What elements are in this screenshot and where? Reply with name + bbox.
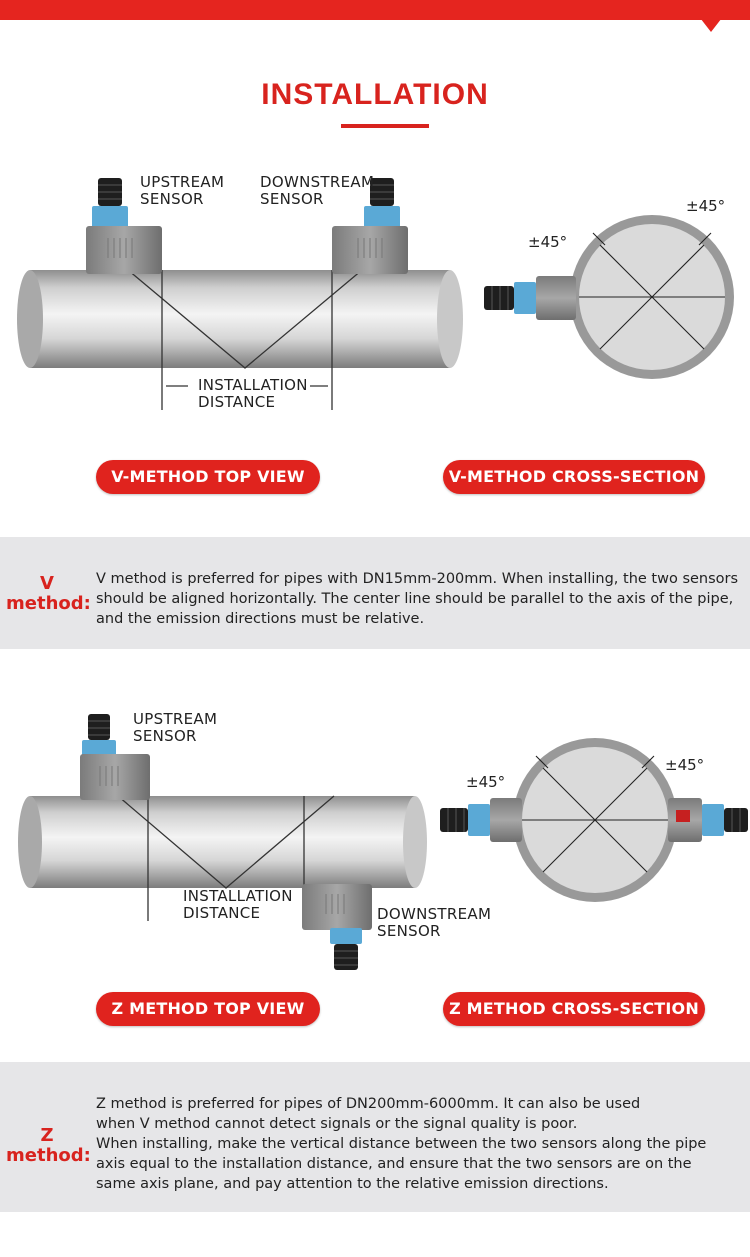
top-bar [0, 0, 750, 20]
z-desc-line: axis equal to the installation distance, and ensure that the two sensors are on the [96, 1156, 692, 1172]
v-distance-label: INSTALLATION DISTANCE [198, 376, 308, 411]
v-downstream-label: DOWNSTREAM SENSOR [260, 173, 375, 208]
z-angle-right: ±45° [665, 756, 705, 774]
z-angle-left: ±45° [466, 773, 506, 791]
v-method-band-label: V method: [6, 573, 91, 614]
top-bar-notch [697, 14, 725, 32]
v-pipe [17, 270, 463, 368]
z-method-cross-section-diagram [440, 728, 750, 908]
v-desc-line: should be aligned horizontally. The center line should be parallel to the axis of the pipe, [96, 591, 734, 607]
v-desc-line: and the emission directions must be relative. [96, 611, 425, 627]
v-angle-right: ±45° [686, 197, 726, 215]
z-upstream-label: UPSTREAM SENSOR [133, 710, 218, 745]
v-method-description [96, 569, 738, 629]
z-downstream-sensor [302, 884, 372, 970]
z-pipe [18, 796, 427, 888]
z-desc-line: same axis plane, and pay attention to the relative emission directions. [96, 1176, 609, 1192]
z-method-cross-section-button[interactable]: Z METHOD CROSS-SECTION [443, 992, 705, 1026]
z-cross-left-sensor [440, 798, 522, 842]
v-method-top-view-button[interactable]: V-METHOD TOP VIEW [96, 460, 320, 494]
v-method-cross-section-diagram [480, 190, 750, 390]
z-method-band-label: Z method: [6, 1125, 91, 1166]
z-distance-label: INSTALLATION DISTANCE [183, 887, 293, 922]
v-method-cross-section-button[interactable]: V-METHOD CROSS-SECTION [443, 460, 705, 494]
z-method-top-view-diagram [0, 706, 440, 976]
v-desc-line: V method is preferred for pipes with DN15mm-200mm. When installing, the two sensors [96, 571, 739, 587]
title-underline [341, 124, 429, 128]
z-desc-line: Z method is preferred for pipes of DN200mm-6000mm. It can also be used [96, 1096, 641, 1112]
z-desc-line: When installing, make the vertical distance between the two sensors along the pipe [96, 1136, 707, 1152]
z-method-description [96, 1094, 706, 1194]
z-cross-right-sensor [668, 798, 748, 842]
z-desc-line: when V method cannot detect signals or the signal quality is poor. [96, 1116, 578, 1132]
v-angle-left: ±45° [528, 233, 568, 251]
page-title: INSTALLATION [261, 78, 489, 111]
v-cross-sensor [484, 276, 576, 320]
z-downstream-label: DOWNSTREAM SENSOR [377, 905, 492, 940]
v-upstream-label: UPSTREAM SENSOR [140, 173, 225, 208]
z-method-top-view-button[interactable]: Z METHOD TOP VIEW [96, 992, 320, 1026]
